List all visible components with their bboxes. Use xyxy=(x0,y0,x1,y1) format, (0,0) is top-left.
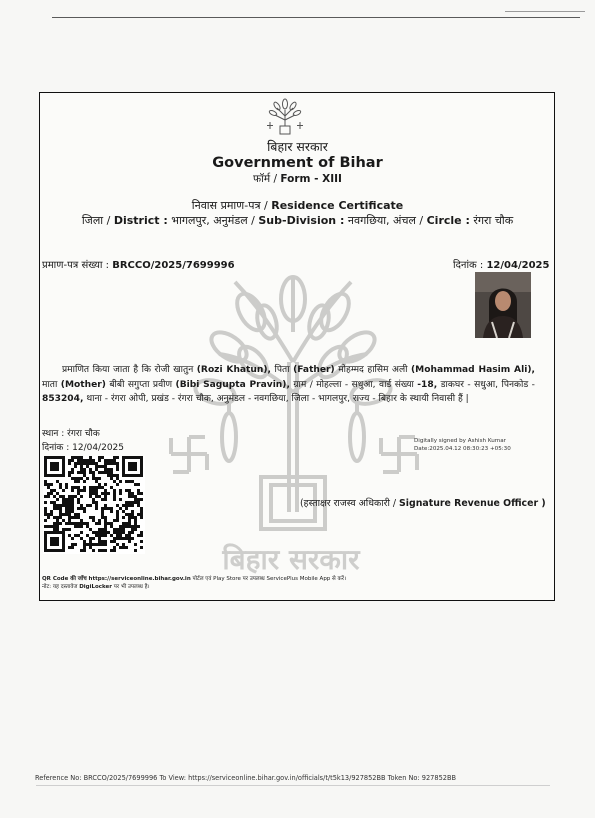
bihar-emblem-logo xyxy=(264,96,306,136)
verification-qr-code[interactable] xyxy=(43,456,145,554)
certificate-body xyxy=(42,363,535,407)
father-tag: (Father) xyxy=(293,365,335,375)
district-line: जिला / District : भागलपुर, अनुमंडल / Sub-Division : नवगछिया, अंचल / Circle : रंगरा चौक xyxy=(81,214,514,227)
certificate-number-value: BRCCO/2025/7699996 xyxy=(112,260,235,271)
form-label-hindi: फॉर्म xyxy=(253,173,271,185)
form-number: फॉर्म / Form - XIII xyxy=(253,173,342,185)
signatory-hindi: (हस्ताक्षर राजस्व अधिकारी xyxy=(300,498,390,509)
footer-rule xyxy=(36,785,550,786)
digital-signature-block xyxy=(414,438,511,453)
father-name-hindi: मोहम्मद हासिम अली xyxy=(338,365,408,375)
qr-note-url[interactable]: https://serviceonline.bihar.gov.in xyxy=(88,576,191,582)
mother-name-english: (Bibi Sagupta Pravin), xyxy=(175,379,290,390)
place-label: स्थान : xyxy=(42,429,65,439)
qr-note-intro: QR Code की जाँच xyxy=(42,576,87,582)
qr-note-app: पोर्टल एवं Play Store पर उपलब्ध ServicePlus Mobile App से करें। xyxy=(192,576,347,582)
district-label: District : xyxy=(113,214,168,227)
title-english: Residence Certificate xyxy=(271,199,404,212)
issue-date-value: 12/04/2025 xyxy=(72,443,124,453)
signatory-english: Signature Revenue Officer ) xyxy=(399,498,546,509)
qr-note-line1 xyxy=(42,576,346,584)
mother-label: माता xyxy=(42,379,58,390)
title-hindi: निवास प्रमाण-पत्र xyxy=(191,199,261,212)
place-value: रंगरा चौक xyxy=(67,429,100,439)
qr-note-line2 xyxy=(42,584,346,592)
applicant-photo xyxy=(475,272,531,338)
watermark-text: बिहार सरकार xyxy=(222,543,360,576)
issue-date xyxy=(42,440,124,453)
subdivision-value: नवगछिया, अंचल xyxy=(347,214,416,227)
pincode: 853204, xyxy=(42,394,84,405)
digital-signature-date: Date:2025.04.12 08:30:23 +05:30 xyxy=(414,445,511,452)
certificate-date xyxy=(453,257,549,271)
ward-number: -18, xyxy=(417,379,438,390)
mother-name-hindi: बीबी सगुप्ता प्रवीण xyxy=(109,379,173,390)
certificate-number xyxy=(42,257,235,271)
address-postoffice: डाकघर - सधुआ, पिनकोड - xyxy=(440,379,535,390)
signatory: (हस्ताक्षर राजस्व अधिकारी / Signature Revenue Officer ) xyxy=(300,498,546,509)
govt-name-english: Government of Bihar xyxy=(212,155,383,171)
father-name-english: (Mohammad Hasim Ali), xyxy=(411,365,535,375)
qr-note-available: पर भी उपलब्ध है। xyxy=(113,583,150,590)
subdivision-label: Sub-Division : xyxy=(258,214,345,227)
certificate-title: निवास प्रमाण-पत्र / Residence Certificate xyxy=(191,199,404,212)
form-label-english: Form - XIII xyxy=(280,173,342,185)
digital-signature-signer: Digitally signed by Ashish Kumar xyxy=(414,438,506,444)
circle-label: Circle : xyxy=(426,214,470,227)
certificate-date-label: दिनांक : xyxy=(453,260,484,271)
page-top-rule xyxy=(52,17,580,18)
address-rest: थाना - रंगरा ओपी, प्रखंड - रंगरा चौक, अनुमंडल - नवगछिया, जिला - भागलपुर, राज्य - बिहार के स्थायी निवासी हैं | xyxy=(86,394,469,405)
place xyxy=(42,426,100,439)
father-label: पिता xyxy=(274,365,290,375)
address-village: ग्राम / मोहल्ला - सधुआ, वार्ड संख्या xyxy=(293,379,414,390)
footer-reference: Reference No: BRCCO/2025/7699996 To View: https://serviceonline.bihar.gov.in/officials/t/t5k13/927852BB Token No: 927852BB xyxy=(35,774,457,782)
district-label-hindi: जिला xyxy=(81,214,104,227)
body-intro: प्रमाणित किया जाता है कि रोजी खातुन xyxy=(62,365,194,375)
page-top-rule-short xyxy=(505,11,585,12)
certificate-number-label: प्रमाण-पत्र संख्या : xyxy=(42,260,110,271)
certificate-date-value: 12/04/2025 xyxy=(486,260,550,271)
mother-tag: (Mother) xyxy=(60,379,106,390)
issue-date-label: दिनांक : xyxy=(42,443,70,453)
qr-note-digilocker: DigiLocker xyxy=(79,583,112,590)
qr-verification-note xyxy=(42,576,346,591)
qr-note-note: नोट: यह दस्तावेज xyxy=(42,583,78,590)
circle-value: रंगरा चौक xyxy=(473,214,514,227)
district-value: भागलपुर, अनुमंडल xyxy=(171,214,248,227)
govt-name-hindi: बिहार सरकार xyxy=(267,139,328,154)
applicant-name-english: (Rozi Khatun), xyxy=(196,365,271,375)
